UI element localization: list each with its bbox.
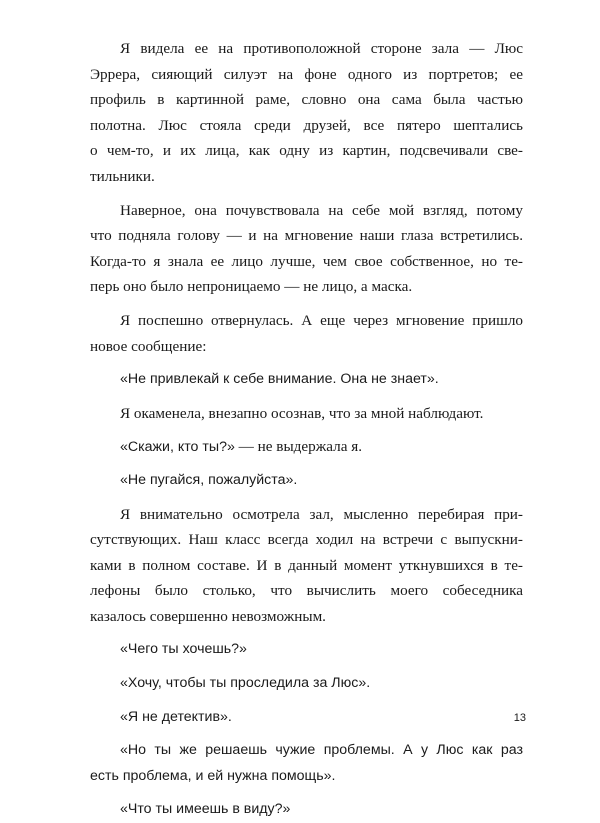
text-line: Я видела ее на противоположной стороне зала — Люс [120, 40, 523, 57]
message-paragraph [90, 705, 523, 731]
message-paragraph [90, 738, 523, 789]
message-paragraph [90, 468, 523, 494]
text-line: ками в полном составе. И в данный момент уткнувшихся в те- [90, 556, 523, 574]
paragraph [90, 401, 523, 427]
mixed-paragraph [90, 434, 523, 460]
paragraph [90, 36, 523, 190]
text-line: полотна. Люс стояла среди друзей, все пятеро шептались [90, 116, 523, 134]
message-line: «Не пугайся, пожалуйста». [120, 471, 298, 488]
paragraph [90, 308, 523, 359]
paragraph [90, 502, 523, 630]
text-line: Наверное, она почувствовала на себе мой взгляд, потому [120, 201, 523, 219]
paragraph [90, 198, 523, 300]
message-span: «Скажи, кто ты?» [120, 439, 235, 456]
text-line: Я поспешно отвернулась. А еще через мгновение пришло [120, 311, 523, 329]
text-line: профиль в картинной раме, словно она сама была частью [90, 91, 523, 109]
message-paragraph [90, 671, 523, 697]
text-line: Когда-то я знала ее лицо лучше, чем свое собственное, но те- [90, 252, 523, 270]
text-line: казалось совершенно невозможным. [90, 607, 326, 625]
text-line: Эррера, сияющий силуэт на фоне одного из портретов; ее [90, 65, 523, 83]
message-line: есть проблема, и ей нужна помощь». [90, 767, 336, 784]
message-line: «Не привлекай к себе внимание. Она не знает». [120, 371, 439, 388]
message-line: «Я не детектив». [120, 708, 232, 725]
text-line [90, 434, 523, 460]
message-paragraph [90, 797, 523, 823]
message-line: «Что ты имеешь в виду?» [120, 801, 291, 818]
text-line: что подняла голову — и на мгновение наши глаза встретились. [90, 227, 523, 245]
book-page [90, 36, 523, 823]
message-paragraph [90, 637, 523, 663]
message-line: «Чего ты хочешь?» [120, 641, 247, 658]
text-line: сутствующих. Наш класс всегда ходил на встречи с выпускни- [90, 531, 523, 549]
text-line: тильники. [90, 167, 155, 185]
message-line: «Но ты же решаешь чужие проблемы. А у Люс как раз [120, 742, 523, 759]
text-line: Я окаменела, внезапно осознав, что за мной наблюдают. [120, 404, 484, 422]
text-line: новое сообщение: [90, 337, 207, 355]
message-paragraph [90, 367, 523, 393]
message-line: «Хочу, чтобы ты проследила за Люс». [120, 675, 371, 692]
narration-span: — не выдержала я. [234, 438, 363, 456]
text-line: о чем-то, и их лица, как одну из картин, подсвечивали све- [90, 142, 523, 160]
text-line: лефоны было столько, что вычислить моего собеседника [90, 582, 523, 600]
text-line: перь оно было непроницаемо — не лицо, а маска. [90, 278, 413, 296]
text-line: Я внимательно осмотрела зал, мысленно перебирая при- [120, 505, 523, 523]
page-number: 13 [513, 712, 526, 724]
